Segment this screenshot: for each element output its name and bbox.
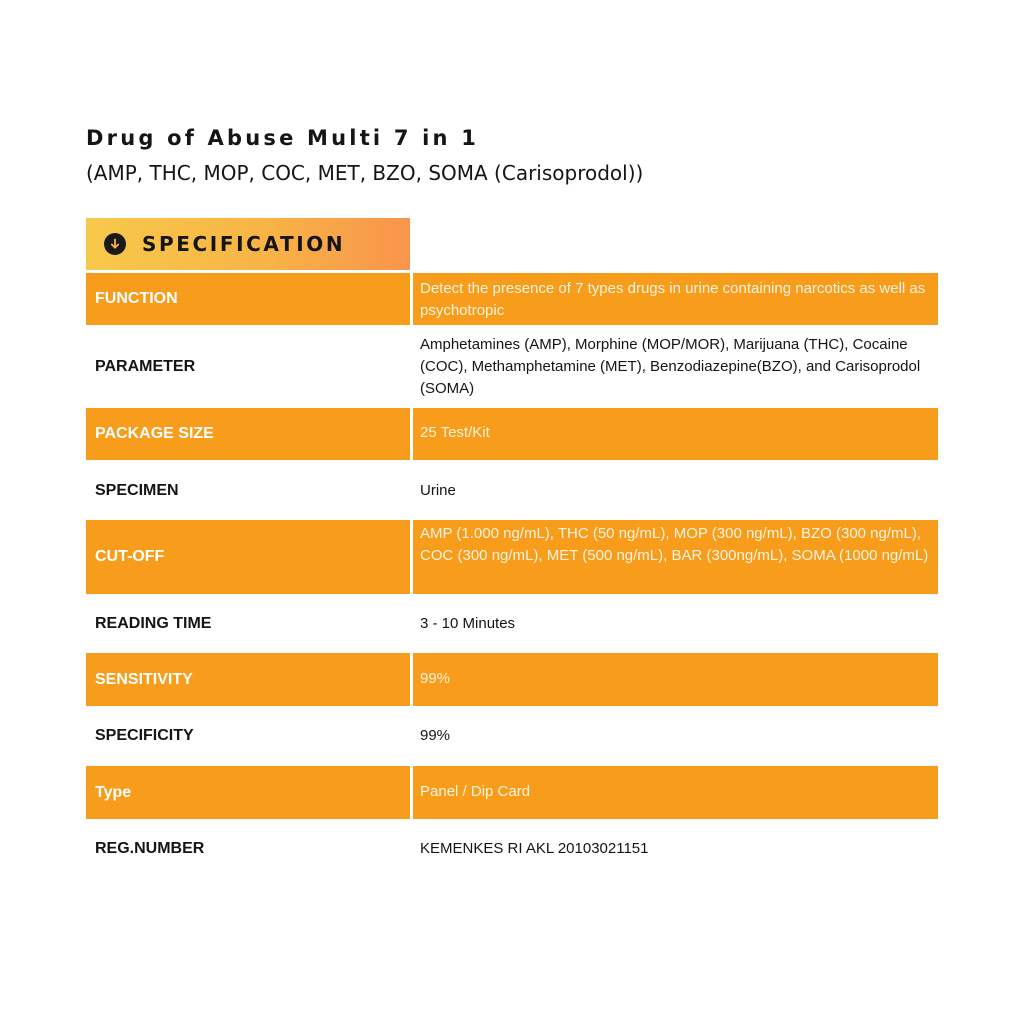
- spec-label: SPECIFICITY: [86, 709, 410, 762]
- spec-value: Detect the presence of 7 types drugs in urine containing narcotics as well as psychotropic: [413, 273, 938, 325]
- spec-value: 3 - 10 Minutes: [413, 597, 938, 650]
- spec-value: Panel / Dip Card: [413, 766, 938, 819]
- spec-label: REG.NUMBER: [86, 822, 410, 875]
- spec-row-type: [86, 766, 938, 819]
- spec-row-specificity: [86, 709, 938, 762]
- spec-row-specimen: [86, 464, 938, 517]
- spec-row-sensitivity: [86, 653, 938, 706]
- spec-row-cut-off: [86, 520, 938, 594]
- arrow-down-circle-icon: [104, 233, 126, 255]
- spec-row-function: [86, 273, 938, 325]
- specification-title: SPECIFICATION: [142, 232, 346, 256]
- spec-value: Urine: [413, 464, 938, 517]
- spec-row-reg-number: [86, 822, 938, 875]
- spec-value: 99%: [413, 709, 938, 762]
- spec-label: SPECIMEN: [86, 464, 410, 517]
- spec-label: FUNCTION: [86, 273, 410, 325]
- spec-value: KEMENKES RI AKL 20103021151: [413, 822, 938, 875]
- spec-label: READING TIME: [86, 597, 410, 650]
- spec-label: SENSITIVITY: [86, 653, 410, 706]
- spec-label: PACKAGE SIZE: [86, 408, 410, 460]
- spec-value: 99%: [413, 653, 938, 706]
- spec-value: Amphetamines (AMP), Morphine (MOP/MOR), Marijuana (THC), Cocaine (COC), Methamphetamine (MET), Benzodiazepine(BZO), and Carisoprodol (SOMA): [413, 328, 938, 405]
- spec-value: AMP (1.000 ng/mL), THC (50 ng/mL), MOP (300 ng/mL), BZO (300 ng/mL), COC (300 ng/mL), MET (500 ng/mL), BAR (300ng/mL), SOMA (1000 ng/mL): [413, 520, 938, 594]
- spec-row-parameter: [86, 328, 938, 405]
- spec-value: 25 Test/Kit: [413, 408, 938, 460]
- page-subtitle: (AMP, THC, MOP, COC, MET, BZO, SOMA (Carisoprodol)): [86, 161, 644, 185]
- spec-row-package-size: [86, 408, 938, 460]
- specification-header: [86, 218, 410, 270]
- spec-label: PARAMETER: [86, 328, 410, 405]
- spec-label: CUT-OFF: [86, 520, 410, 594]
- page-title: Drug of Abuse Multi 7 in 1: [86, 126, 480, 150]
- spec-row-reading-time: [86, 597, 938, 650]
- spec-label: Type: [86, 766, 410, 819]
